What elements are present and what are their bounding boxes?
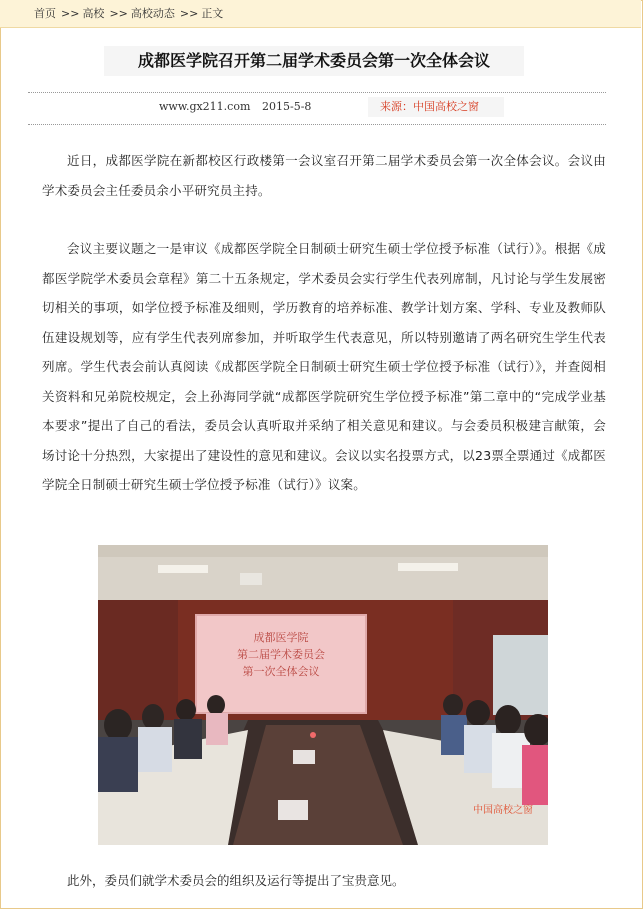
paragraph-1: 近日，成都医学院在新都校区行政楼第一会议室召开第二届学术委员会第一次全体会议。会议由学术委员会主任委员余小平研究员主持。	[42, 153, 606, 198]
photo-watermark: 中国高校之窗	[473, 805, 533, 816]
breadcrumb-news-link[interactable]: 高校动态	[130, 7, 175, 20]
breadcrumb	[0, 0, 641, 28]
divider	[28, 124, 606, 125]
breadcrumb-current: 正文	[201, 7, 224, 20]
screen-line-1: 成都医学院	[253, 631, 309, 644]
breadcrumb-separator: >>	[109, 7, 128, 20]
source-label: 来源：中国高校之窗	[368, 97, 504, 117]
meeting-photo	[98, 545, 548, 845]
screen-line-2: 第二届学术委员会	[237, 648, 325, 661]
closing-paragraph: 此外，委员们就学术委员会的组织及运行等提出了宝贵意见。	[67, 873, 405, 888]
source-url: www.gx211.com	[159, 100, 251, 113]
breadcrumb-home-link[interactable]: 首页	[34, 7, 56, 20]
breadcrumb-separator: >>	[179, 7, 199, 20]
article-title: 成都医学院召开第二届学术委员会第一次全体会议	[104, 46, 524, 76]
divider	[28, 92, 606, 93]
breadcrumb-gaoxiao-link[interactable]: 高校	[82, 7, 105, 20]
screen-line-3: 第一次全体会议	[242, 665, 320, 678]
publish-date: 2015-5-8	[262, 100, 312, 113]
breadcrumb-separator: >>	[61, 7, 80, 20]
article-meta	[0, 97, 643, 117]
paragraph-2: 会议主要议题之一是审议《成都医学院全日制硕士研究生硕士学位授予标准（试行）》。根据《成都医学院学术委员会章程》第二十五条规定，学术委员会实行学生代表列席制，凡讨论与学生发展密切相关的事项，如学位授予标准及细则，学历教育的培养标准、教学计划方案、学科、专业及教师队伍建设规划等，应有学生代表列席参加，并听取学生代表意见，所以特别邀请了两名研究生学生代表列席。学生代表会前认真阅读《成都医学院全日制硕士研究生硕士学位授予标准（试行）》，并查阅相关资料和兄弟院校规定，会上孙海同学就“成都医学院研究生学位授予标准”第二章中的“完成学业基本要求”提出了自己的看法，委员会认真听取并采纳了相关意见和建议。与会委员积极建言献策，会场讨论十分热烈，大家提出了建设性的意见和建议。会议以实名投票方式，以23票全票通过《成都医学院全日制硕士研究生硕士学位授予标准（试行）》议案。	[42, 241, 606, 492]
